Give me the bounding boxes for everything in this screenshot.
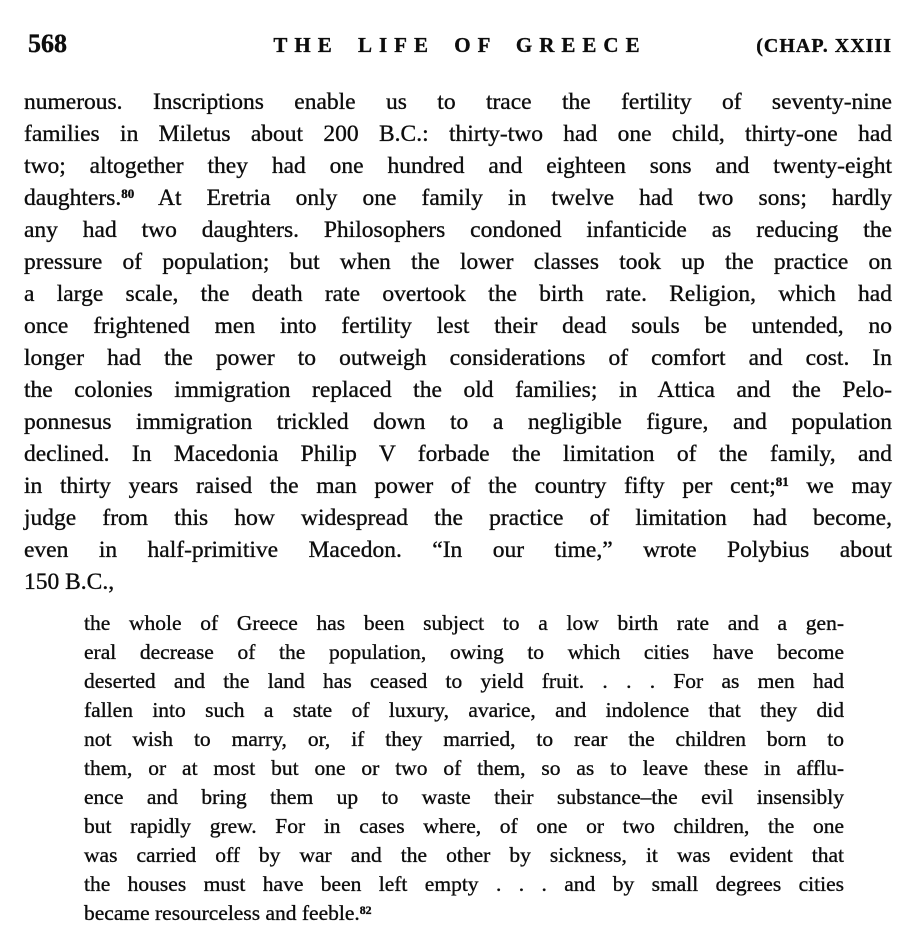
- chapter-reference: (CHAP. XXIII: [756, 35, 892, 57]
- text-line: even in half-primitive Macedon. “In our time,” wrote Polybius about: [24, 537, 892, 563]
- main-paragraph: [24, 86, 892, 598]
- text-line: once frightened men into fertility lest their dead souls be untended, no: [24, 313, 892, 339]
- text-line: numerous. Inscriptions enable us to trace the fertility of seventy-nine: [24, 89, 892, 115]
- text-line: but rapidly grew. For in cases where, of one or two children, the one: [84, 814, 844, 838]
- text-line: families in Miletus about 200 B.C.: thirty-two had one child, thirty-one had: [24, 121, 892, 147]
- text-line: them, or at most but one or two of them, so as to leave these in afflu-: [84, 756, 844, 780]
- text-line: ence and bring them up to waste their substance–the evil insensibly: [84, 785, 844, 809]
- text-line: judge from this how widespread the practice of limitation had become,: [24, 505, 892, 531]
- text-line: became resourceless and feeble.$^{82}$: [84, 901, 372, 925]
- text-line: the whole of Greece has been subject to a low birth rate and a gen-: [84, 611, 844, 635]
- footnote-reference: 81: [775, 473, 789, 489]
- page-number: 568: [28, 29, 67, 58]
- text-line: fallen into such a state of luxury, avarice, and indolence that they did: [84, 698, 844, 722]
- running-title: THE LIFE OF GREECE: [273, 33, 647, 57]
- text-line: declined. In Macedonia Philip V forbade the limitation of the family, and: [24, 441, 892, 467]
- text-line: longer had the power to outweigh considerations of comfort and cost. In: [24, 345, 892, 371]
- text-line: in thirty years raised the man power of the country fifty per cent;$^{81}$ we may: [24, 473, 892, 499]
- running-header: [0, 0, 906, 59]
- text-line: a large scale, the death rate overtook the birth rate. Religion, which had: [24, 281, 892, 307]
- text-line: ponnesus immigration trickled down to a negligible figure, and population: [24, 409, 892, 435]
- text-line: eral decrease of the population, owing to which cities have become: [84, 640, 844, 664]
- text-line: not wish to marry, or, if they married, to rear the children born to: [84, 727, 844, 751]
- text-line: the colonies immigration replaced the old families; in Attica and the Pelo-: [24, 377, 892, 403]
- text-line: the houses must have been left empty . . . and by small degrees cities: [84, 872, 844, 896]
- footnote-reference: 82: [359, 902, 372, 917]
- text-line: any had two daughters. Philosophers condoned infanticide as reducing the: [24, 217, 892, 243]
- text-line: two; altogether they had one hundred and eighteen sons and twenty-eight: [24, 153, 892, 179]
- text-line: was carried off by war and the other by sickness, it was evident that: [84, 843, 844, 867]
- polybius-quote: [84, 609, 844, 928]
- footnote-reference: 80: [121, 185, 135, 201]
- text-line: 150 B.C.,: [24, 569, 115, 595]
- text-line: pressure of population; but when the lower classes took up the practice on: [24, 249, 892, 275]
- text-line: daughters.$^{80}$ At Eretria only one family in twelve had two sons; hardly: [24, 185, 892, 211]
- text-line: deserted and the land has ceased to yield fruit. . . . For as men had: [84, 669, 844, 693]
